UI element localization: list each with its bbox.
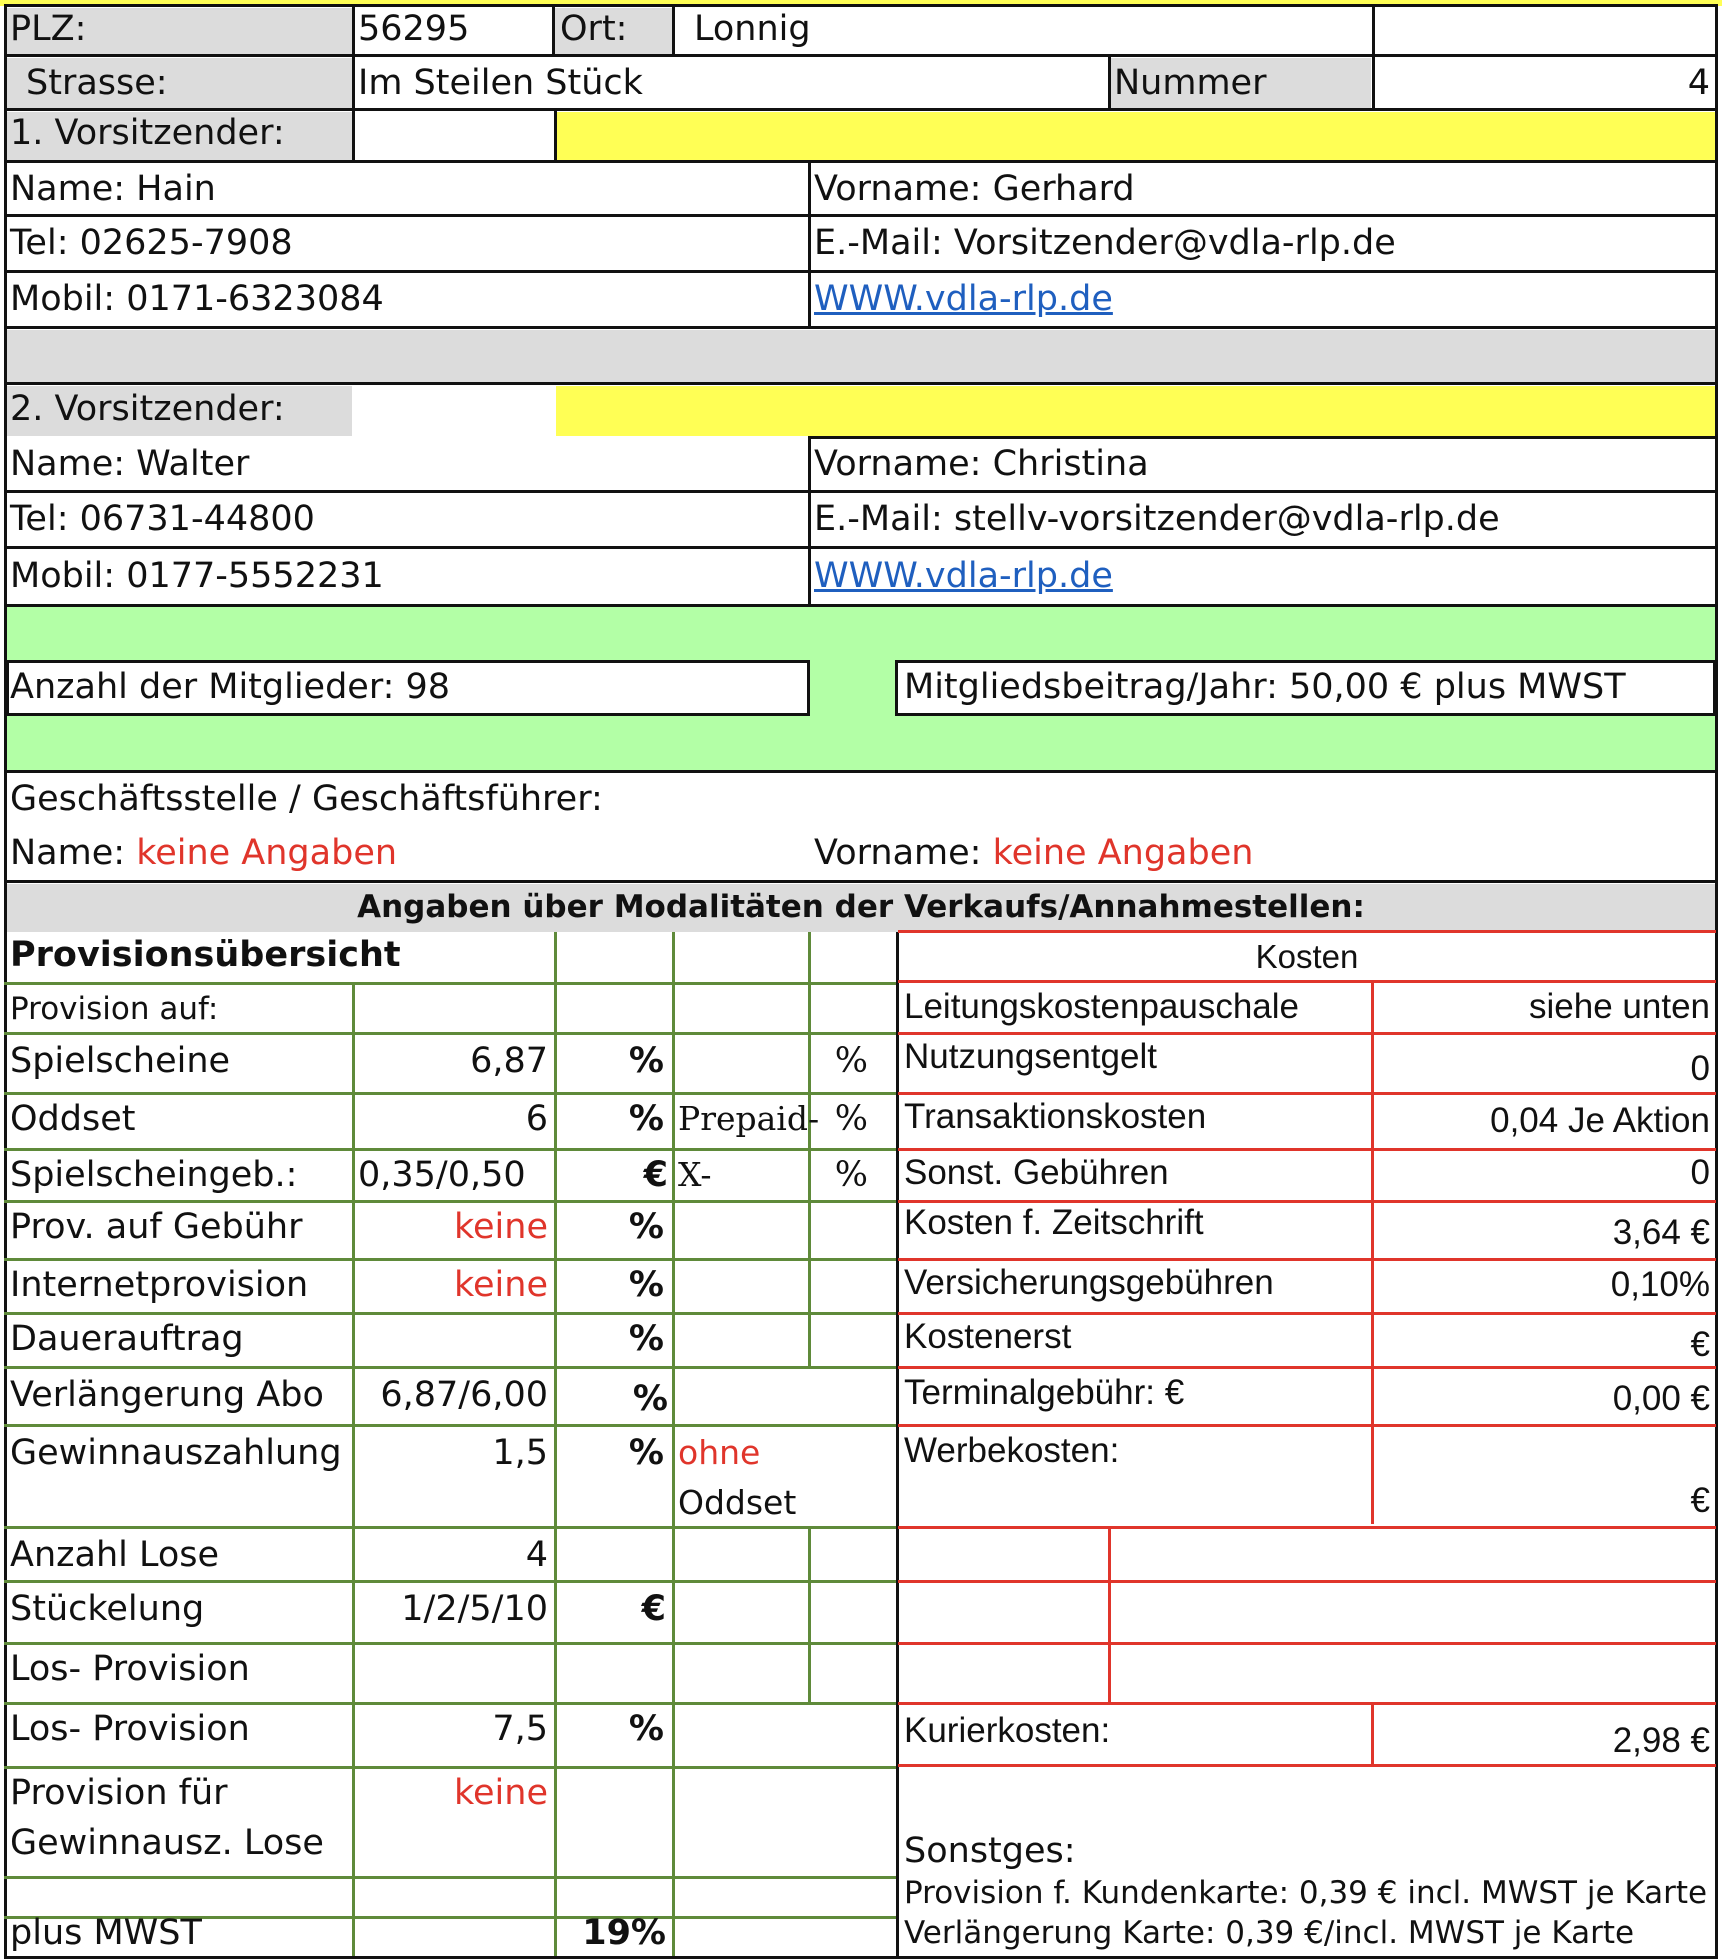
kosten-row-label: Leitungskostenpauschale: [904, 987, 1300, 1026]
provision-title: Provisionsübersicht: [10, 935, 401, 975]
sonstiges-line2: Verlängerung Karte: 0,39 €/incl. MWST je Karte: [904, 1915, 1635, 1951]
prov-row-unit: %: [628, 1207, 664, 1247]
prov-row-extra: Prepaid-: [678, 1099, 820, 1138]
prov-row-unit: %: [632, 1379, 668, 1419]
kosten-row-label: Versicherungsgebühren: [904, 1263, 1274, 1302]
prov-row-value: keine: [454, 1265, 548, 1305]
chair1-mobil: Mobil: 0171-6323084: [10, 279, 384, 319]
plz-value: 56295: [358, 9, 470, 49]
prov-row-value: 7,5: [492, 1709, 548, 1749]
chair2-website-link[interactable]: WWW.vdla-rlp.de: [814, 556, 1113, 596]
chair1-highlight: [556, 112, 1716, 160]
kosten-row-label: Werbekosten:: [904, 1431, 1120, 1470]
mwst-value: 19%: [582, 1913, 666, 1953]
kosten-row-value: 0,00 €: [1612, 1379, 1710, 1418]
prov-row-label: Los- Provision: [10, 1709, 250, 1749]
member-count: Anzahl der Mitglieder: 98: [10, 667, 451, 707]
kosten-row-value: 0,04 Je Aktion: [1490, 1101, 1710, 1140]
prov-row-value: keine: [454, 1773, 548, 1813]
office-title: Geschäftsstelle / Geschäftsführer:: [10, 779, 603, 819]
kosten-row-label: Kosten f. Zeitschrift: [904, 1203, 1204, 1242]
section-header: Angaben über Modalitäten der Verkaufs/Annahmestellen:: [357, 889, 1365, 925]
prov-row-label: Dauerauftrag: [10, 1319, 244, 1359]
plz-label: PLZ:: [10, 9, 87, 49]
chair1-vorname: Vorname: Gerhard: [814, 169, 1135, 209]
office-vorname: Vorname: keine Angaben: [814, 833, 1254, 873]
prov-row-label: Internetprovision: [10, 1265, 309, 1305]
prov-row-value: 6,87/6,00: [380, 1375, 548, 1415]
prov-row-unit: %: [628, 1319, 664, 1359]
provision-subtitle: Provision auf:: [10, 991, 219, 1027]
kosten-row-value: siehe unten: [1529, 987, 1710, 1026]
nummer-label: Nummer: [1114, 63, 1267, 103]
prov-row-label: Spielscheingeb.:: [10, 1155, 298, 1195]
chair1-name: Name: Hain: [10, 169, 216, 209]
prov-row-label2: Gewinnausz. Lose: [10, 1823, 324, 1863]
chair2-vorname: Vorname: Christina: [814, 444, 1149, 484]
chair2-title: 2. Vorsitzender:: [10, 389, 285, 429]
member-fee: Mitgliedsbeitrag/Jahr: 50,00 € plus MWST: [904, 667, 1626, 707]
kosten-row-label: Kostenerst: [904, 1317, 1072, 1356]
prov-row-label: Spielscheine: [10, 1041, 231, 1081]
sonstiges-title: Sonstges:: [904, 1831, 1076, 1871]
chair1-website-link[interactable]: WWW.vdla-rlp.de: [814, 279, 1113, 319]
prov-row-unit2: %: [834, 1099, 868, 1139]
kosten-row-value: 3,64 €: [1612, 1213, 1710, 1252]
prov-row-value: 4: [525, 1535, 548, 1575]
kosten-row-value: 0,10%: [1610, 1265, 1710, 1304]
prov-row-unit: €: [643, 1155, 668, 1195]
ort-label: Ort:: [560, 9, 628, 49]
sonstiges-line1: Provision f. Kundenkarte: 0,39 € incl. MWST je Karte: [904, 1875, 1708, 1911]
chair1-title: 1. Vorsitzender:: [10, 113, 285, 153]
kosten-row-value: 0: [1690, 1153, 1710, 1192]
chair2-mobil: Mobil: 0177-5552231: [10, 556, 384, 596]
prov-row-label: Gewinnauszahlung: [10, 1433, 342, 1473]
chair2-highlight: [556, 386, 1716, 436]
prov-row-value: 0,35/0,50: [358, 1155, 526, 1195]
prov-row-label: Provision für: [10, 1773, 228, 1813]
prov-row-unit: %: [628, 1265, 664, 1305]
prov-row-unit: %: [628, 1709, 664, 1749]
prov-row-extra2: Oddset: [678, 1483, 797, 1522]
separator-band: [6, 330, 1716, 382]
kosten-row-value: 2,98 €: [1612, 1721, 1710, 1760]
chair2-name: Name: Walter: [10, 444, 250, 484]
prov-row-label: Stückelung: [10, 1589, 205, 1629]
strasse-value: Im Steilen Stück: [358, 63, 643, 103]
prov-row-label: Oddset: [10, 1099, 136, 1139]
chair1-tel: Tel: 02625-7908: [10, 223, 293, 263]
prov-row-unit: %: [628, 1099, 664, 1139]
kosten-row-label: Nutzungsentgelt: [904, 1037, 1157, 1076]
prov-row-label: Prov. auf Gebühr: [10, 1207, 303, 1247]
kosten-title: Kosten: [1255, 938, 1359, 975]
chair2-tel: Tel: 06731-44800: [10, 499, 315, 539]
prov-row-value: 1/2/5/10: [401, 1589, 548, 1629]
prov-row-extra: ohne: [678, 1433, 761, 1472]
kosten-row-label: Sonst. Gebühren: [904, 1153, 1169, 1192]
chair2-email: E.-Mail: stellv-vorsitzender@vdla-rlp.de: [814, 499, 1500, 539]
kosten-row-value: 0: [1690, 1049, 1710, 1088]
kosten-row-label: Transaktionskosten: [904, 1097, 1207, 1136]
prov-row-unit: %: [628, 1041, 664, 1081]
prov-row-unit2: %: [834, 1041, 868, 1081]
prov-row-value: 6,87: [470, 1041, 548, 1081]
prov-row-value: 1,5: [492, 1433, 548, 1473]
strasse-label: Strasse:: [26, 63, 168, 103]
prov-row-label: Los- Provision: [10, 1649, 250, 1689]
mwst-label: plus MWST: [10, 1913, 202, 1953]
ort-value: Lonnig: [694, 9, 811, 49]
office-name: Name: keine Angaben: [10, 833, 398, 873]
prov-row-value: 6: [525, 1099, 548, 1139]
prov-row-label: Anzahl Lose: [10, 1535, 220, 1575]
prov-row-value: keine: [454, 1207, 548, 1247]
prov-row-label: Verlängerung Abo: [10, 1375, 324, 1415]
chair1-email: E.-Mail: Vorsitzender@vdla-rlp.de: [814, 223, 1396, 263]
nummer-value: 4: [1687, 63, 1710, 103]
kosten-row-label: Kurierkosten:: [904, 1711, 1111, 1750]
prov-row-unit: €: [641, 1589, 666, 1629]
kosten-row-label: Terminalgebühr: €: [904, 1373, 1185, 1412]
prov-row-extra: X-: [678, 1155, 712, 1194]
kosten-row-value: €: [1690, 1325, 1710, 1364]
prov-row-unit2: %: [834, 1155, 868, 1195]
kosten-row-value: €: [1690, 1481, 1710, 1520]
prov-row-unit: %: [628, 1433, 664, 1473]
